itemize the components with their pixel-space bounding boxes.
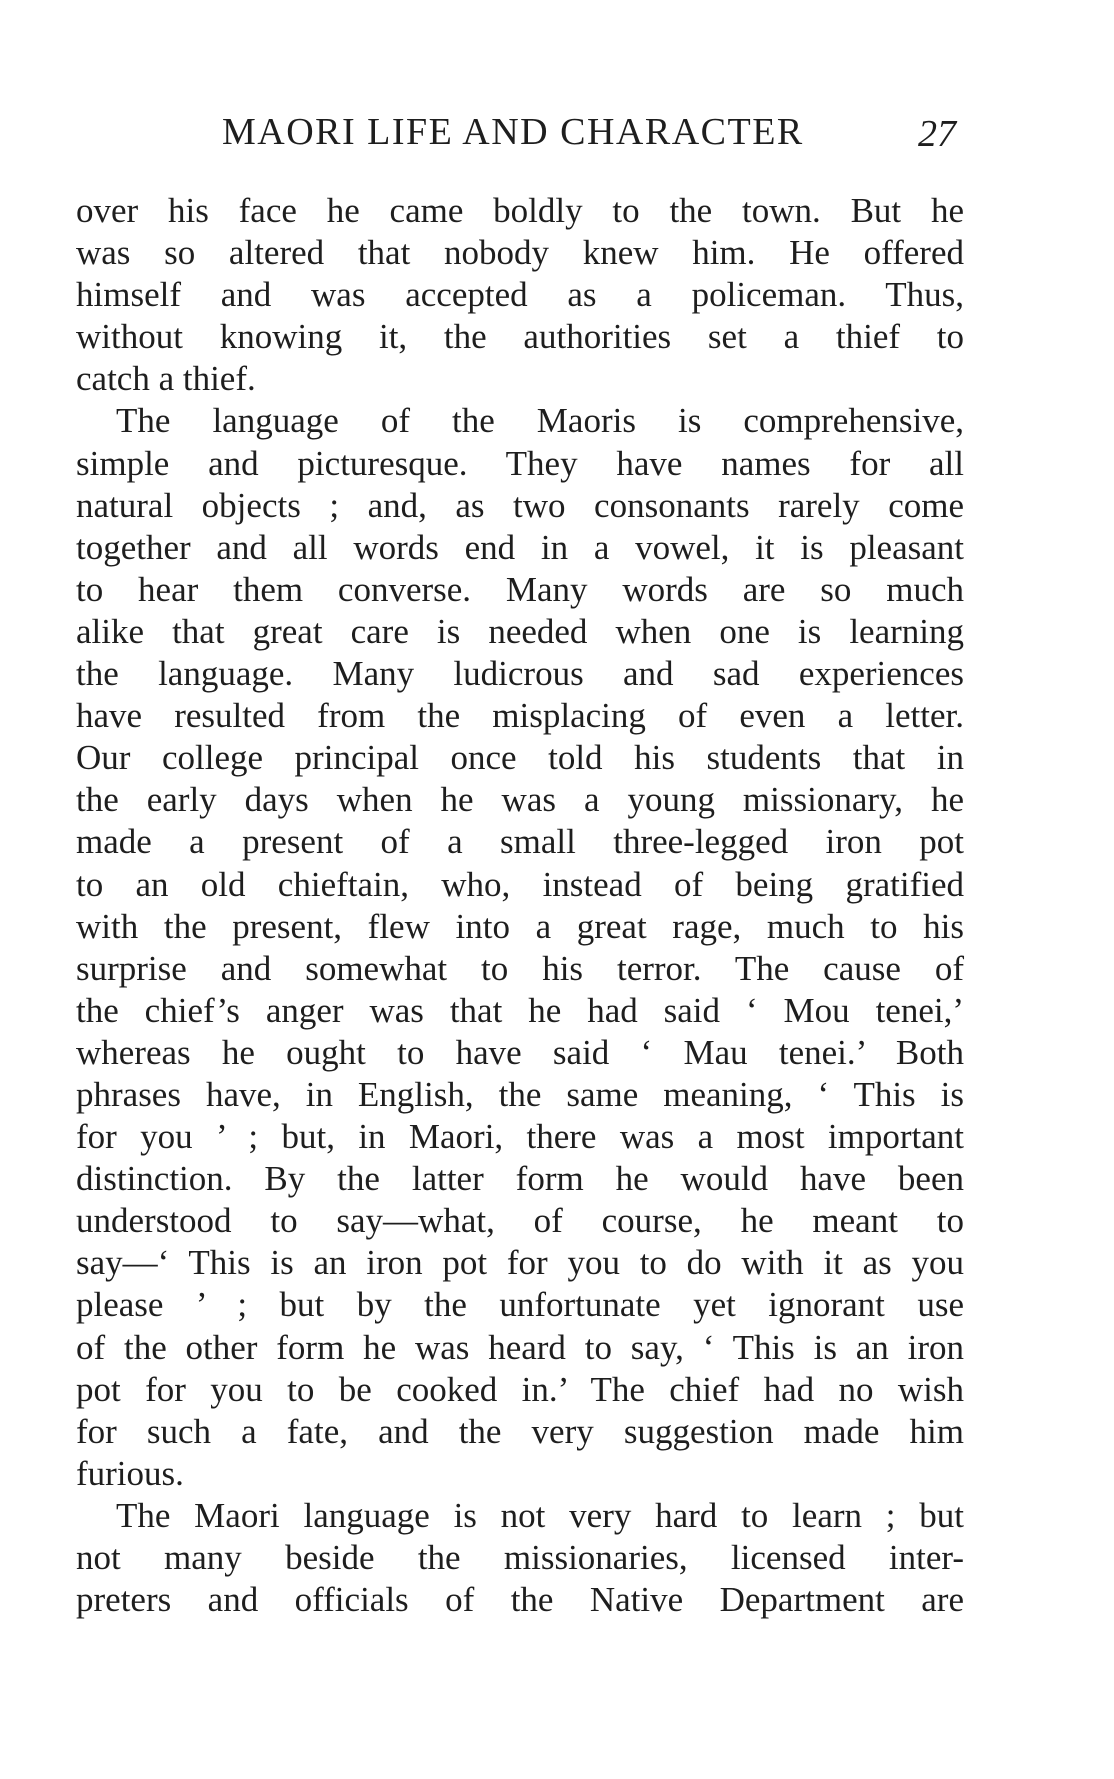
text-line: to hear them converse. Many words are so much [76, 569, 964, 609]
text-line: have resulted from the misplacing of even a letter. [76, 696, 964, 736]
text-line: please ’ ; but by the unfortunate yet ignorant use [76, 1285, 964, 1325]
text-line: catch a thief. [76, 359, 256, 399]
text-line: surprise and somewhat to his terror. The cause of [76, 948, 964, 988]
text-line: say—‘ This is an iron pot for you to do with it as you [76, 1243, 964, 1283]
text-line: distinction. By the latter form he would have been [76, 1159, 964, 1199]
text-line: understood to say—what, of course, he meant to [76, 1201, 964, 1241]
text-line: the language. Many ludicrous and sad experiences [76, 654, 964, 694]
text-line: without knowing it, the authorities set a thief to [76, 317, 964, 357]
text-line: the early days when he was a young missionary, he [76, 780, 964, 820]
text-line: pot for you to be cooked in.’ The chief had no wish [76, 1369, 964, 1409]
text-line: not many beside the missionaries, licensed inter- [76, 1538, 964, 1577]
paragraph-language [76, 400, 964, 1494]
text-line: was so altered that nobody knew him. He offered [76, 233, 964, 273]
text-line: The Maori language is not very hard to learn ; but [116, 1495, 964, 1535]
text-line: for you ’ ; but, in Maori, there was a most important [76, 1117, 964, 1157]
text-line: furious. [76, 1453, 184, 1493]
text-line: together and all words end in a vowel, it is pleasant [76, 527, 964, 567]
text-line: over his face he came boldly to the town. But he [76, 191, 964, 230]
text-line: of the other form he was heard to say, ‘ This is an iron [76, 1327, 964, 1367]
text-line: natural objects ; and, as two consonants rarely come [76, 485, 964, 525]
text-line: the chief’s anger was that he had said ‘ Mou tenei,’ [76, 990, 964, 1030]
text-line: made a present of a small three-legged iron pot [76, 822, 964, 862]
paragraph-continuation [76, 190, 964, 400]
text-line: for such a fate, and the very suggestion made him [76, 1411, 964, 1451]
paragraph-learning [76, 1495, 964, 1621]
text-line: alike that great care is needed when one is learning [76, 611, 964, 651]
body-text [76, 190, 964, 1621]
text-line: to an old chieftain, who, instead of being gratified [76, 864, 964, 904]
text-line: himself and was accepted as a policeman. Thus, [76, 275, 964, 315]
text-line: preters and officials of the Native Department are [76, 1580, 964, 1620]
text-line: with the present, flew into a great rage, much to his [76, 906, 964, 946]
running-title: MAORI LIFE AND CHARACTER [222, 111, 804, 153]
text-line: Our college principal once told his students that in [76, 738, 964, 778]
text-line: simple and picturesque. They have names for all [76, 443, 964, 483]
page-number: 27 [918, 113, 956, 155]
text-line: phrases have, in English, the same meaning, ‘ This is [76, 1074, 964, 1114]
text-line: whereas he ought to have said ‘ Mau tenei.’ Both [76, 1032, 964, 1072]
text-line: The language of the Maoris is comprehensive, [116, 401, 964, 441]
